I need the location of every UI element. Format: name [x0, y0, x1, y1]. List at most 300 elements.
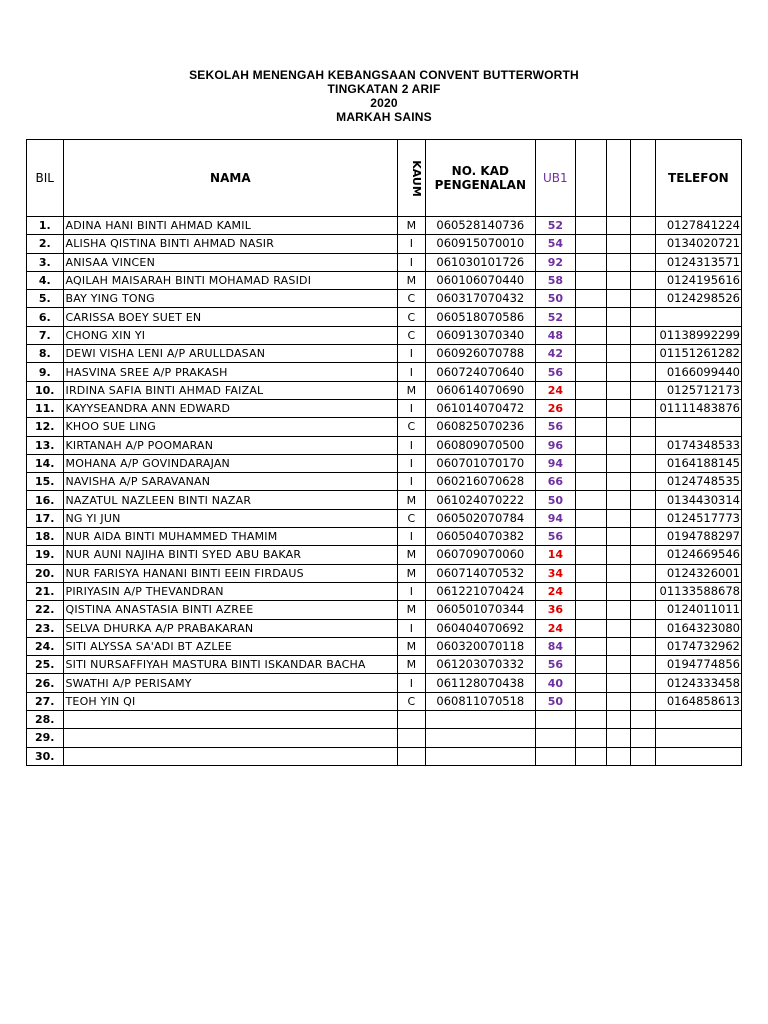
cell-empty: [607, 381, 631, 399]
cell-telefon: 0174348533: [655, 436, 741, 454]
cell-bil: 26.: [27, 674, 64, 692]
table-row: [27, 711, 742, 729]
cell-empty: [575, 656, 606, 674]
cell-kaum: M: [398, 564, 425, 582]
cell-telefon: 0124333458: [655, 674, 741, 692]
cell-empty: [575, 345, 606, 363]
cell-empty: [575, 436, 606, 454]
cell-bil: 12.: [27, 418, 64, 436]
cell-ic: 060701070170: [425, 454, 536, 472]
cell-ub1: 24: [536, 381, 576, 399]
column-header-empty-1: [575, 140, 606, 217]
cell-telefon: 0164858613: [655, 692, 741, 710]
cell-bil: 1.: [27, 217, 64, 235]
cell-kaum: I: [398, 454, 425, 472]
cell-empty: [607, 528, 631, 546]
cell-ic: 061128070438: [425, 674, 536, 692]
cell-empty: [631, 253, 655, 271]
table-row: [27, 454, 742, 472]
cell-empty: [607, 546, 631, 564]
cell-nama: KHOO SUE LING: [63, 418, 398, 436]
column-header-ic-line1: NO. KAD: [451, 164, 509, 178]
cell-bil: 6.: [27, 308, 64, 326]
cell-empty: [631, 473, 655, 491]
cell-empty: [607, 711, 631, 729]
table-row: [27, 564, 742, 582]
cell-empty: [607, 692, 631, 710]
cell-empty: [575, 217, 606, 235]
cell-ic: 060809070500: [425, 436, 536, 454]
cell-empty: [631, 674, 655, 692]
cell-nama: PIRIYASIN A/P THEVANDRAN: [63, 582, 398, 600]
cell-telefon: 0194774856: [655, 656, 741, 674]
cell-ic: 060317070432: [425, 290, 536, 308]
cell-ub1: 66: [536, 473, 576, 491]
cell-ic: 060811070518: [425, 692, 536, 710]
cell-ub1: 94: [536, 509, 576, 527]
cell-telefon: 01138992299: [655, 326, 741, 344]
cell-nama: ALISHA QISTINA BINTI AHMAD NASIR: [63, 235, 398, 253]
cell-empty: [631, 454, 655, 472]
cell-ic: 060528140736: [425, 217, 536, 235]
cell-kaum: M: [398, 637, 425, 655]
cell-nama: HASVINA SREE A/P PRAKASH: [63, 363, 398, 381]
cell-empty: [631, 582, 655, 600]
cell-bil: 25.: [27, 656, 64, 674]
cell-bil: 7.: [27, 326, 64, 344]
cell-ic: 060320070118: [425, 637, 536, 655]
cell-bil: 9.: [27, 363, 64, 381]
cell-nama: [63, 711, 398, 729]
cell-empty: [631, 729, 655, 747]
cell-ic: 060106070440: [425, 271, 536, 289]
cell-empty: [631, 290, 655, 308]
table-row: [27, 747, 742, 765]
table-row: [27, 582, 742, 600]
cell-ub1: 84: [536, 637, 576, 655]
cell-empty: [607, 747, 631, 765]
table-row: [27, 528, 742, 546]
cell-ic: 060913070340: [425, 326, 536, 344]
cell-empty: [631, 363, 655, 381]
cell-kaum: I: [398, 345, 425, 363]
cell-empty: [607, 637, 631, 655]
cell-bil: 5.: [27, 290, 64, 308]
cell-kaum: C: [398, 692, 425, 710]
cell-empty: [607, 290, 631, 308]
cell-ic: 060915070010: [425, 235, 536, 253]
table-row: [27, 345, 742, 363]
column-header-kaum-label: KAUM: [409, 160, 423, 197]
cell-ub1: 56: [536, 418, 576, 436]
cell-nama: IRDINA SAFIA BINTI AHMAD FAIZAL: [63, 381, 398, 399]
cell-empty: [631, 271, 655, 289]
cell-empty: [631, 509, 655, 527]
cell-empty: [575, 637, 606, 655]
column-header-empty-3: [631, 140, 655, 217]
sheet-title: MARKAH SAINS: [336, 110, 432, 124]
cell-bil: 30.: [27, 747, 64, 765]
table-row: [27, 692, 742, 710]
cell-telefon: 0124298526: [655, 290, 741, 308]
cell-empty: [607, 271, 631, 289]
cell-bil: 4.: [27, 271, 64, 289]
cell-bil: 22.: [27, 601, 64, 619]
cell-kaum: I: [398, 473, 425, 491]
cell-empty: [631, 217, 655, 235]
table-row: [27, 491, 742, 509]
cell-kaum: I: [398, 528, 425, 546]
cell-empty: [575, 326, 606, 344]
cell-telefon: 0134430314: [655, 491, 741, 509]
cell-ub1: 34: [536, 564, 576, 582]
cell-empty: [607, 217, 631, 235]
cell-telefon: 0194788297: [655, 528, 741, 546]
cell-ub1: 50: [536, 491, 576, 509]
cell-empty: [607, 656, 631, 674]
cell-ic: 060404070692: [425, 619, 536, 637]
table-row: [27, 473, 742, 491]
cell-telefon: 0125712173: [655, 381, 741, 399]
cell-empty: [631, 381, 655, 399]
cell-empty: [575, 509, 606, 527]
cell-bil: 18.: [27, 528, 64, 546]
cell-ic: 060714070532: [425, 564, 536, 582]
cell-ic: 060501070344: [425, 601, 536, 619]
table-row: [27, 271, 742, 289]
cell-telefon: [655, 729, 741, 747]
cell-telefon: 0124326001: [655, 564, 741, 582]
cell-bil: 19.: [27, 546, 64, 564]
cell-nama: SITI NURSAFFIYAH MASTURA BINTI ISKANDAR BACHA: [63, 656, 398, 674]
table-row: [27, 619, 742, 637]
column-header-bil: BIL: [27, 140, 64, 217]
cell-bil: 24.: [27, 637, 64, 655]
year: 2020: [370, 96, 398, 110]
column-header-nama: NAMA: [63, 140, 398, 217]
cell-bil: 3.: [27, 253, 64, 271]
cell-telefon: [655, 418, 741, 436]
cell-nama: CHONG XIN YI: [63, 326, 398, 344]
cell-telefon: 0124748535: [655, 473, 741, 491]
cell-ub1: 36: [536, 601, 576, 619]
table-row: [27, 656, 742, 674]
cell-kaum: M: [398, 601, 425, 619]
cell-empty: [607, 345, 631, 363]
table-header-row: [27, 140, 742, 217]
cell-kaum: [398, 747, 425, 765]
cell-ub1: 52: [536, 308, 576, 326]
cell-empty: [631, 308, 655, 326]
cell-empty: [575, 271, 606, 289]
table-row: [27, 381, 742, 399]
cell-empty: [607, 418, 631, 436]
table-row: [27, 637, 742, 655]
cell-bil: 8.: [27, 345, 64, 363]
cell-empty: [607, 436, 631, 454]
table-row: [27, 308, 742, 326]
cell-empty: [631, 326, 655, 344]
column-header-ub1: UB1: [536, 140, 576, 217]
cell-ub1: 24: [536, 582, 576, 600]
cell-empty: [631, 418, 655, 436]
cell-empty: [631, 491, 655, 509]
cell-empty: [631, 637, 655, 655]
cell-ub1: 48: [536, 326, 576, 344]
cell-bil: 10.: [27, 381, 64, 399]
cell-empty: [575, 619, 606, 637]
cell-nama: KIRTANAH A/P POOMARAN: [63, 436, 398, 454]
table-row: [27, 674, 742, 692]
cell-telefon: 0124011011: [655, 601, 741, 619]
table-row: [27, 326, 742, 344]
cell-nama: NAZATUL NAZLEEN BINTI NAZAR: [63, 491, 398, 509]
cell-nama: [63, 747, 398, 765]
cell-nama: ANISAA VINCEN: [63, 253, 398, 271]
cell-empty: [607, 509, 631, 527]
cell-kaum: C: [398, 308, 425, 326]
cell-empty: [575, 308, 606, 326]
cell-empty: [631, 546, 655, 564]
cell-bil: 17.: [27, 509, 64, 527]
cell-empty: [631, 747, 655, 765]
cell-kaum: I: [398, 436, 425, 454]
cell-ic: [425, 711, 536, 729]
cell-bil: 28.: [27, 711, 64, 729]
cell-telefon: 01151261282: [655, 345, 741, 363]
cell-ic: 060724070640: [425, 363, 536, 381]
table-body: [27, 217, 742, 766]
cell-bil: 14.: [27, 454, 64, 472]
cell-kaum: M: [398, 656, 425, 674]
cell-ic: 060518070586: [425, 308, 536, 326]
cell-ub1: 14: [536, 546, 576, 564]
cell-ub1: 96: [536, 436, 576, 454]
cell-empty: [607, 729, 631, 747]
cell-nama: SWATHI A/P PERISAMY: [63, 674, 398, 692]
cell-nama: MOHANA A/P GOVINDARAJAN: [63, 454, 398, 472]
cell-kaum: I: [398, 582, 425, 600]
cell-kaum: I: [398, 674, 425, 692]
cell-empty: [575, 418, 606, 436]
cell-nama: KAYYSEANDRA ANN EDWARD: [63, 399, 398, 417]
cell-nama: TEOH YIN QI: [63, 692, 398, 710]
cell-nama: NAVISHA A/P SARAVANAN: [63, 473, 398, 491]
cell-empty: [631, 528, 655, 546]
cell-empty: [607, 601, 631, 619]
cell-ub1: 56: [536, 528, 576, 546]
cell-empty: [575, 564, 606, 582]
cell-ub1: 58: [536, 271, 576, 289]
cell-ic: 060216070628: [425, 473, 536, 491]
cell-nama: QISTINA ANASTASIA BINTI AZREE: [63, 601, 398, 619]
cell-empty: [575, 235, 606, 253]
column-header-ic: [425, 140, 536, 217]
cell-empty: [607, 235, 631, 253]
cell-ub1: 52: [536, 217, 576, 235]
cell-nama: DEWI VISHA LENI A/P ARULLDASAN: [63, 345, 398, 363]
cell-telefon: 01133588678: [655, 582, 741, 600]
cell-kaum: I: [398, 619, 425, 637]
cell-nama: ADINA HANI BINTI AHMAD KAMIL: [63, 217, 398, 235]
cell-empty: [607, 473, 631, 491]
cell-telefon: 0164188145: [655, 454, 741, 472]
cell-kaum: M: [398, 546, 425, 564]
cell-nama: NUR FARISYA HANANI BINTI EEIN FIRDAUS: [63, 564, 398, 582]
cell-empty: [607, 619, 631, 637]
cell-empty: [575, 711, 606, 729]
cell-ic: 061024070222: [425, 491, 536, 509]
cell-kaum: C: [398, 290, 425, 308]
cell-empty: [575, 473, 606, 491]
cell-kaum: I: [398, 235, 425, 253]
cell-nama: NG YI JUN: [63, 509, 398, 527]
cell-nama: NUR AIDA BINTI MUHAMMED THAMIM: [63, 528, 398, 546]
cell-telefon: [655, 711, 741, 729]
cell-ub1: [536, 711, 576, 729]
cell-telefon: 0124313571: [655, 253, 741, 271]
cell-empty: [607, 454, 631, 472]
cell-telefon: 0124517773: [655, 509, 741, 527]
cell-empty: [607, 399, 631, 417]
cell-empty: [575, 528, 606, 546]
cell-nama: AQILAH MAISARAH BINTI MOHAMAD RASIDI: [63, 271, 398, 289]
cell-empty: [607, 363, 631, 381]
cell-kaum: I: [398, 253, 425, 271]
cell-ic: 061203070332: [425, 656, 536, 674]
cell-empty: [575, 290, 606, 308]
cell-ic: 060502070784: [425, 509, 536, 527]
cell-ub1: 50: [536, 692, 576, 710]
table-row: [27, 418, 742, 436]
cell-ub1: 56: [536, 656, 576, 674]
cell-nama: NUR AUNI NAJIHA BINTI SYED ABU BAKAR: [63, 546, 398, 564]
cell-nama: [63, 729, 398, 747]
cell-empty: [607, 491, 631, 509]
table-row: [27, 729, 742, 747]
cell-empty: [575, 582, 606, 600]
class-name: TINGKATAN 2 ARIF: [327, 82, 441, 96]
cell-empty: [575, 399, 606, 417]
cell-ic: 060614070690: [425, 381, 536, 399]
cell-ic: [425, 747, 536, 765]
marks-table: [26, 139, 742, 766]
cell-ub1: 56: [536, 363, 576, 381]
cell-empty: [575, 692, 606, 710]
cell-telefon: 0134020721: [655, 235, 741, 253]
cell-empty: [631, 619, 655, 637]
cell-ub1: 50: [536, 290, 576, 308]
cell-bil: 27.: [27, 692, 64, 710]
cell-bil: 2.: [27, 235, 64, 253]
column-header-empty-2: [607, 140, 631, 217]
cell-bil: 13.: [27, 436, 64, 454]
cell-empty: [575, 747, 606, 765]
cell-empty: [575, 674, 606, 692]
cell-ic: 061221070424: [425, 582, 536, 600]
cell-empty: [575, 491, 606, 509]
cell-telefon: 0124669546: [655, 546, 741, 564]
cell-bil: 16.: [27, 491, 64, 509]
cell-kaum: M: [398, 217, 425, 235]
table-row: [27, 509, 742, 527]
table-row: [27, 363, 742, 381]
cell-empty: [575, 381, 606, 399]
cell-empty: [631, 564, 655, 582]
table-row: [27, 253, 742, 271]
cell-empty: [631, 692, 655, 710]
cell-empty: [575, 546, 606, 564]
cell-empty: [607, 308, 631, 326]
cell-telefon: 0174732962: [655, 637, 741, 655]
cell-empty: [607, 582, 631, 600]
cell-empty: [575, 729, 606, 747]
cell-empty: [575, 363, 606, 381]
cell-ub1: 26: [536, 399, 576, 417]
column-header-ic-line2: PENGENALAN: [434, 178, 526, 192]
cell-nama: BAY YING TONG: [63, 290, 398, 308]
cell-empty: [607, 674, 631, 692]
cell-kaum: [398, 711, 425, 729]
column-header-kaum: [398, 140, 425, 217]
cell-ic: 060825070236: [425, 418, 536, 436]
cell-telefon: [655, 747, 741, 765]
cell-ub1: 92: [536, 253, 576, 271]
cell-telefon: [655, 308, 741, 326]
cell-nama: SITI ALYSSA SA'ADI BT AZLEE: [63, 637, 398, 655]
cell-ub1: 40: [536, 674, 576, 692]
cell-telefon: 0127841224: [655, 217, 741, 235]
cell-empty: [607, 253, 631, 271]
cell-bil: 15.: [27, 473, 64, 491]
table-row: [27, 601, 742, 619]
cell-ub1: [536, 729, 576, 747]
cell-ub1: 42: [536, 345, 576, 363]
cell-telefon: 0124195616: [655, 271, 741, 289]
cell-telefon: 0164323080: [655, 619, 741, 637]
cell-empty: [575, 601, 606, 619]
cell-ub1: [536, 747, 576, 765]
cell-kaum: C: [398, 326, 425, 344]
cell-empty: [631, 345, 655, 363]
cell-empty: [631, 711, 655, 729]
table-row: [27, 217, 742, 235]
cell-ic: 061014070472: [425, 399, 536, 417]
document-header: [0, 68, 768, 124]
column-header-telefon: TELEFON: [655, 140, 741, 217]
cell-kaum: M: [398, 381, 425, 399]
cell-empty: [575, 454, 606, 472]
cell-empty: [575, 253, 606, 271]
cell-ic: 060926070788: [425, 345, 536, 363]
cell-empty: [607, 564, 631, 582]
cell-ic: 060709070060: [425, 546, 536, 564]
cell-bil: 29.: [27, 729, 64, 747]
cell-empty: [631, 656, 655, 674]
table-row: [27, 546, 742, 564]
table-row: [27, 235, 742, 253]
cell-kaum: I: [398, 399, 425, 417]
cell-ic: [425, 729, 536, 747]
cell-telefon: 01111483876: [655, 399, 741, 417]
cell-kaum: M: [398, 491, 425, 509]
cell-empty: [631, 436, 655, 454]
table-row: [27, 399, 742, 417]
cell-empty: [631, 399, 655, 417]
cell-empty: [631, 601, 655, 619]
cell-kaum: [398, 729, 425, 747]
cell-bil: 20.: [27, 564, 64, 582]
